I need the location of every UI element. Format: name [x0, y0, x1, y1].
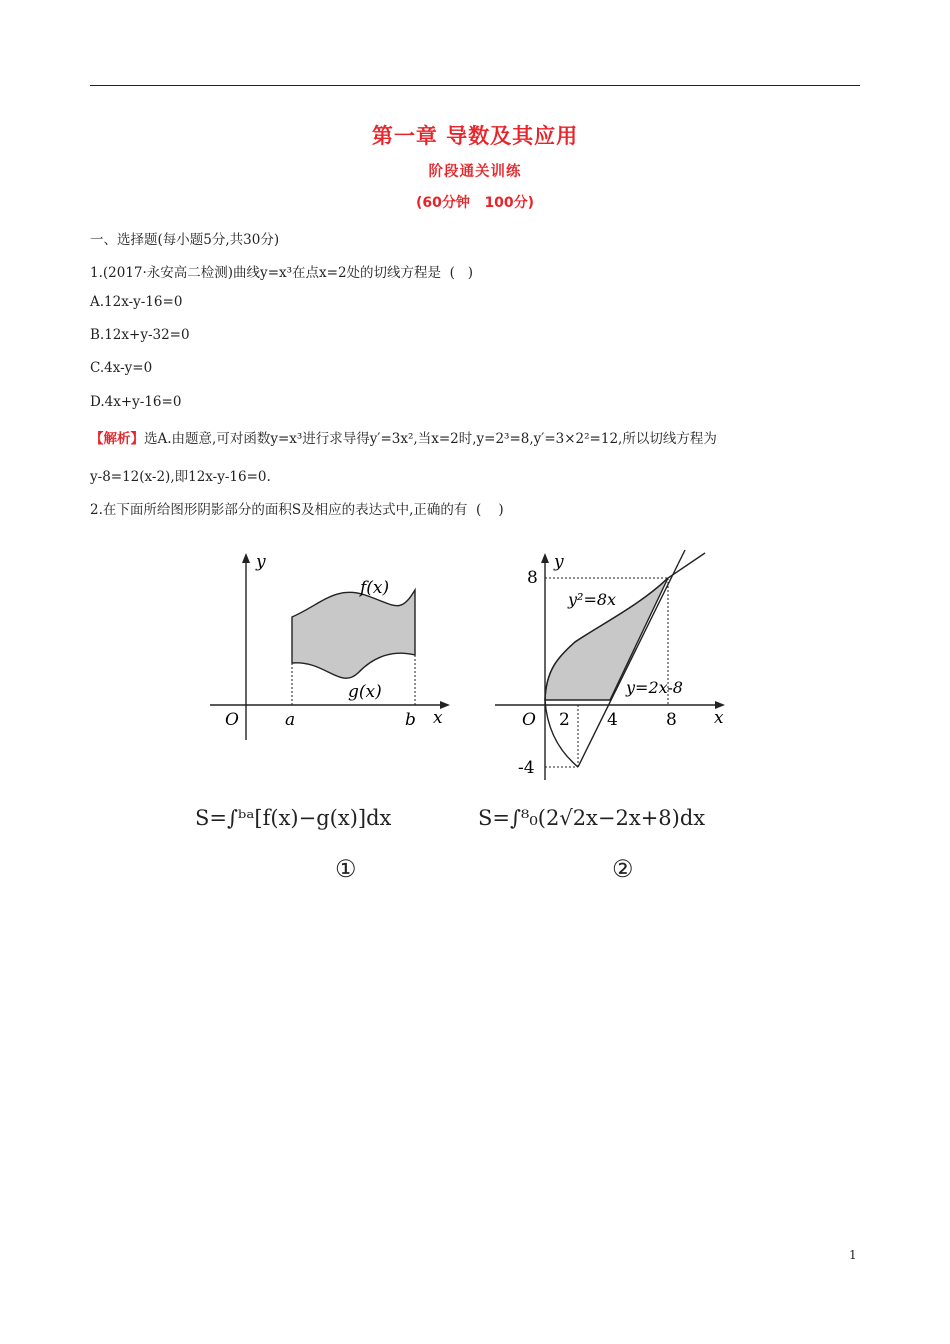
fig1-shaded-region	[292, 590, 415, 678]
question-2-stem: 2.在下面所给图形阴影部分的面积S及相应的表达式中,正确的有 ( )	[90, 502, 504, 518]
q1-option-a: A.12x-y-16=0	[90, 294, 183, 310]
fig2-line-label: y=2x-8	[626, 678, 683, 697]
fig1-number: ①	[335, 855, 357, 883]
chapter-title: 第一章 导数及其应用	[371, 124, 579, 148]
q1-option-b: B.12x+y-32=0	[90, 327, 190, 343]
fig1-formula: S=∫ᵇᵃ[f(x)−g(x)]dx	[195, 806, 392, 830]
fig1-label-b: b	[405, 710, 416, 730]
fig2-y-arrow	[541, 553, 549, 563]
header-rule	[90, 85, 860, 86]
q1-analysis	[90, 427, 717, 447]
q1-option-d: D.4x+y-16=0	[90, 394, 182, 410]
page-number: 1	[849, 1248, 857, 1262]
fig2-tick-yneg4: -4	[518, 758, 535, 778]
section-heading: 一、选择题(每小题5分,共30分)	[90, 232, 280, 248]
fig2-tick-4: 4	[607, 710, 618, 730]
figure-2	[490, 545, 735, 785]
chapter-subtitle: 阶段通关训练	[428, 164, 522, 180]
fig2-label-x: x	[714, 708, 724, 728]
figure-1	[200, 545, 460, 745]
fig2-formula: S=∫⁸₀(2√2x−2x+8)dx	[478, 806, 706, 830]
analysis-line-2: y-8=12(x-2),即12x-y-16=0.	[90, 469, 271, 485]
fig1-label-a: a	[285, 710, 296, 730]
fig1-label-y: y	[256, 552, 266, 572]
fig1-label-x: x	[433, 708, 443, 728]
q1-option-c: C.4x-y=0	[90, 360, 153, 376]
fig2-tick-2: 2	[559, 710, 570, 730]
analysis-line-1: 选A.由题意,可对函数y=x³进行求导得y′=3x²,当x=2时,y=2³=8,y′=3×2²=12,所以切线方程为	[144, 431, 717, 447]
fig1-label-o: O	[225, 710, 239, 730]
fig2-label-y: y	[554, 552, 564, 572]
question-1-stem: 1.(2017·永安高二检测)曲线y=x³在点x=2处的切线方程是 ( )	[90, 265, 474, 281]
analysis-tag: 【解析】	[90, 431, 144, 447]
time-score: (60分钟 100分)	[415, 195, 535, 211]
fig2-number: ②	[612, 855, 634, 883]
fig1-label-f: f(x)	[360, 578, 390, 598]
fig2-tick-y8: 8	[527, 568, 538, 588]
fig2-curve-label: y²=8x	[568, 590, 617, 609]
fig2-tick-8: 8	[666, 710, 677, 730]
fig1-y-arrow	[242, 553, 250, 563]
fig1-label-g: g(x)	[348, 682, 382, 702]
fig2-label-o: O	[522, 710, 536, 730]
